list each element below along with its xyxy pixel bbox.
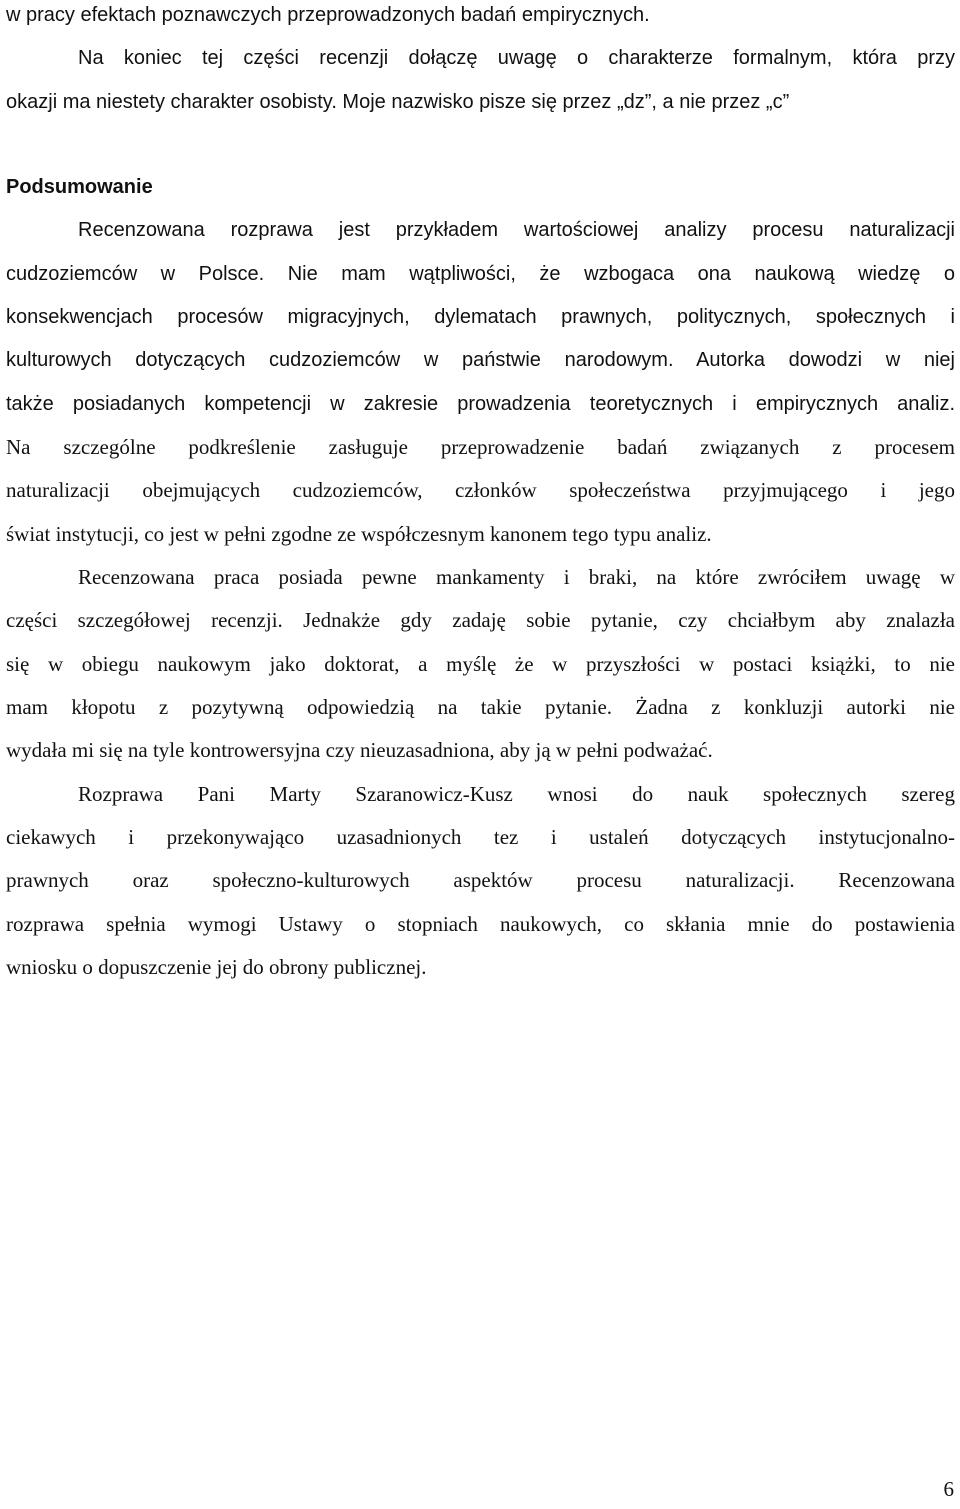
text-line: kulturowych dotyczących cudzoziemców w państwie narodowym. Autorka dowodzi w niej [6,349,955,371]
text-line: prawnych oraz społeczno-kulturowych aspektów procesu naturalizacji. Recenzowana [6,868,955,892]
text-line: konsekwencjach procesów migracyjnych, dylematach prawnych, politycznych, społecznych i [6,306,955,328]
text-line: rozprawa spełnia wymogi Ustawy o stopniach naukowych, co skłania mnie do postawienia [6,912,955,936]
text-line: Recenzowana praca posiada pewne mankamenty i braki, na które zwróciłem uwagę w [78,565,955,589]
text-line: wniosku o dopuszczenie jej do obrony publicznej. [6,955,427,979]
text-line: się w obiegu naukowym jako doktorat, a myślę że w przyszłości w postaci książki, to nie [6,652,955,676]
text-line: Na koniec tej części recenzji dołączę uwagę o charakterze formalnym, która przy [78,47,955,69]
text-line: w pracy efektach poznawczych przeprowadzonych badań empirycznych. [6,4,650,26]
text-line: Recenzowana rozprawa jest przykładem wartościowej analizy procesu naturalizacji [78,219,955,241]
text-line: ciekawych i przekonywająco uzasadnionych tez i ustaleń dotyczących instytucjonalno- [6,825,955,849]
text-line-part: okazji ma niestety charakter osobisty. Moje nazwisko pisze się przez „dz”, a nie przez „c” [6,91,790,113]
text-line: Rozprawa Pani Marty Szaranowicz-Kusz wnosi do nauk społecznych szereg [78,782,955,806]
text-line: Na szczególne podkreślenie zasługuje przeprowadzenie badań związanych z procesem [6,435,955,459]
text-line: części szczegółowej recenzji. Jednakże gdy zadaję sobie pytanie, czy chciałbym aby znalazła [6,608,955,632]
page-number: 6 [943,1477,954,1501]
text-line: mam kłopotu z pozytywną odpowiedzią na takie pytanie. Żadna z konkluzji autorki nie [6,695,955,719]
text-line: wydała mi się na tyle kontrowersyjna czy nieuzasadniona, aby ją w pełni podważać. [6,738,713,762]
text-line [6,88,955,115]
text-line: cudzoziemców w Polsce. Nie mam wątpliwości, że wzbogaca ona naukową wiedzę o [6,263,955,285]
text-line: także posiadanych kompetencji w zakresie prowadzenia teoretycznych i empirycznych analiz. [6,393,955,415]
text-line: naturalizacji obejmujących cudzoziemców, członków społeczeństwa przyjmującego i jego [6,478,955,502]
text-line: świat instytucji, co jest w pełni zgodne ze współczesnym kanonem tego typu analiz. [6,522,712,546]
section-heading: Podsumowanie [6,176,153,198]
